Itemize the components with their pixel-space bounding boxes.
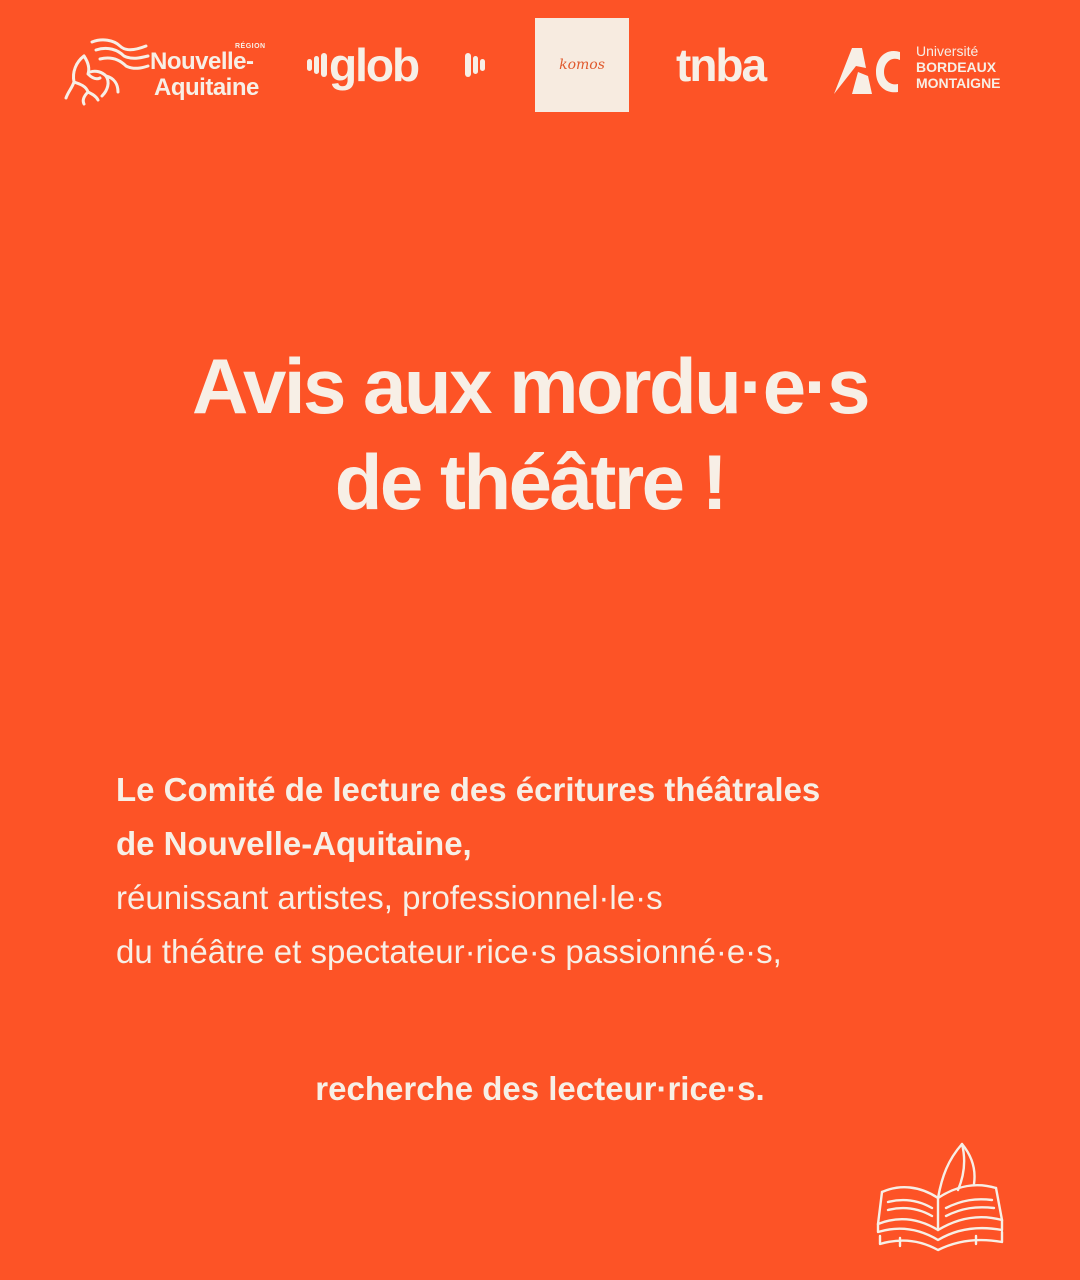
region-name-line1: Nouvelle-: [150, 48, 254, 75]
ubm-line2: BORDEAUX: [916, 59, 997, 75]
ubm-line3: MONTAIGNE: [916, 75, 1001, 91]
body-paragraph: [116, 763, 1016, 979]
body-line2: de Nouvelle-Aquitaine,: [116, 825, 472, 862]
headline-line1: Avis aux mordu·e·s: [192, 342, 868, 430]
glob-wordmark: glob: [329, 39, 419, 91]
region-label: RÉGION: [235, 43, 266, 50]
body-line3: réunissant artistes, professionnel·le·s: [116, 879, 663, 916]
open-book-stack-icon: [872, 1136, 1012, 1256]
glob-left-waves-icon: [304, 40, 330, 90]
headline: [0, 338, 1060, 530]
universite-bordeaux-montaigne-logo: [832, 42, 1022, 98]
ubm-monogram-icon: [832, 42, 912, 98]
komos-wordmark: komos: [559, 57, 605, 73]
komos-logo: [535, 18, 629, 112]
glob-right-waves-icon: [462, 40, 490, 90]
closing-line: recherche des lecteur·rice·s.: [315, 1070, 765, 1107]
region-name-line2: Aquitaine: [154, 74, 259, 101]
lion-icon: [62, 34, 152, 108]
partner-logos: [0, 0, 1080, 130]
glob-logo: [304, 40, 490, 90]
tnba-logo: tnba: [676, 39, 766, 91]
body-line1: Le Comité de lecture des écritures théâtrales: [116, 771, 821, 808]
body-line4: du théâtre et spectateur·rice·s passionné·e·s,: [116, 933, 782, 970]
region-nouvelle-aquitaine-logo: [62, 34, 266, 108]
ubm-line1: Université: [916, 43, 979, 59]
headline-line2: de théâtre !: [334, 438, 726, 526]
